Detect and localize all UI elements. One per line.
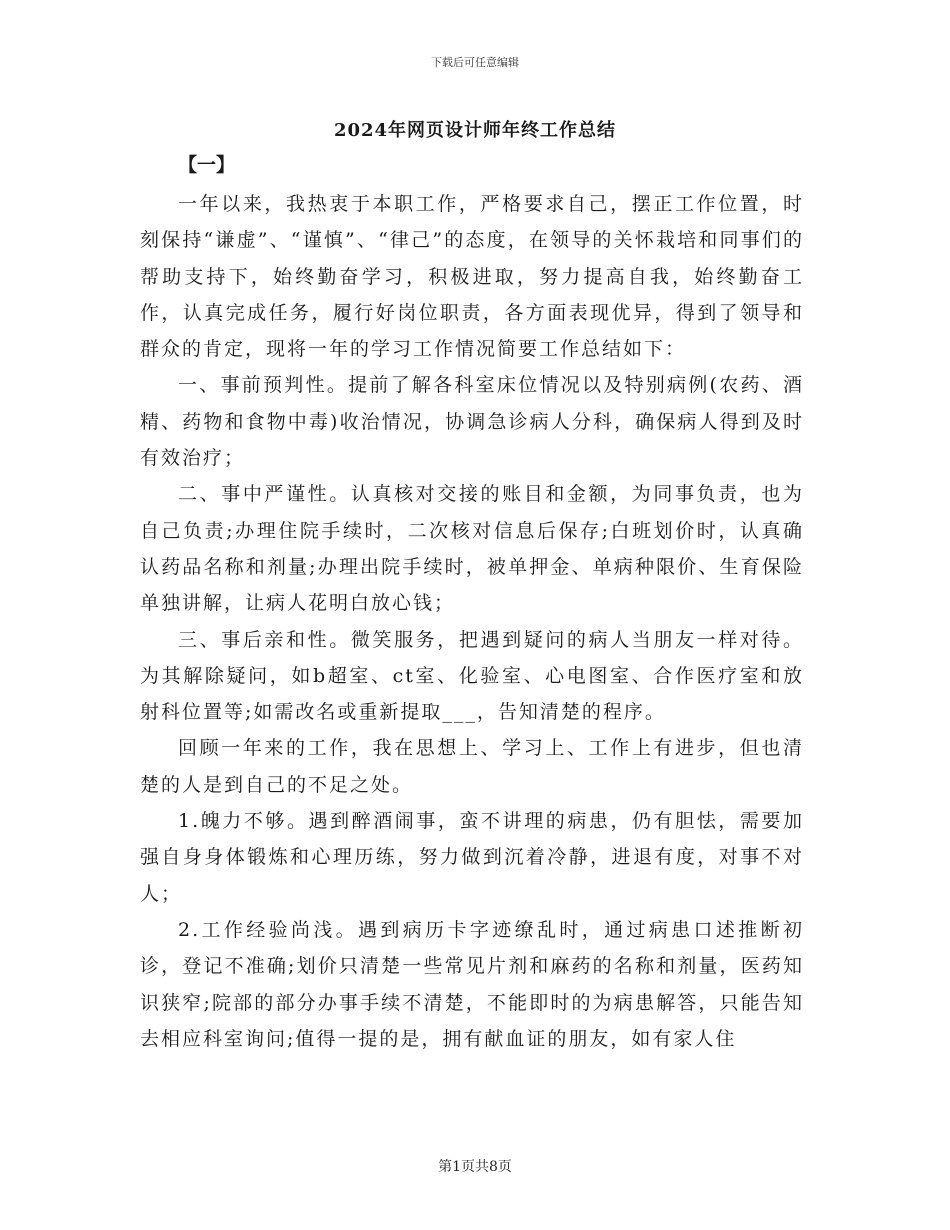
page-number: 第1页共8页 (438, 1159, 512, 1175)
paragraph-shortcoming-2: 2.工作经验尚浅。遇到病历卡字迹缭乱时，通过病患口述推断初诊，登记不准确;划价只清楚一些常见片剂和麻药的名称和剂量，医药知识狭窄;院部的部分办事手续不清楚，不能即时的为病患解答，只能告知去相应科室询问;值得一提的是，拥有献血证的朋友，如有家人住 (140, 918, 804, 1050)
section-label: 【一】 (178, 154, 236, 176)
paragraph-review: 回顾一年来的工作，我在思想上、学习上、工作上有进步，但也清楚的人是到自己的不足之处。 (140, 737, 804, 796)
paragraph-shortcoming-1: 1.魄力不够。遇到醉酒闹事，蛮不讲理的病患，仍有胆怯，需要加强自身身体锻炼和心理历练，努力做到沉着冷静，进退有度，对事不对人； (140, 810, 804, 905)
paragraph-point-1: 一、事前预判性。提前了解各科室床位情况以及特别病例(农药、酒精、药物和食物中毒)收治情况，协调急诊病人分科，确保病人得到及时有效治疗； (140, 374, 804, 470)
paragraph-point-2: 二、事中严谨性。认真核对交接的账目和金额，为同事负责，也为自己负责;办理住院手续时，二次核对信息后保存;白班划价时，认真确认药品名称和剂量;办理出院手续时，被单押金、单病种限价、生育保险单独讲解，让病人花明白放心钱； (140, 483, 804, 615)
header-note: 下载后可任意编辑 (431, 56, 519, 69)
document-body (140, 186, 804, 1057)
paragraph-intro: 一年以来，我热衷于本职工作，严格要求自己，摆正工作位置，时刻保持“谦虚”、“谨慎”、“律己”的态度，在领导的关怀栽培和同事们的帮助支持下，始终勤奋学习，积极进取，努力提高自我，始终勤奋工作，认真完成任务，履行好岗位职责，各方面表现优异，得到了领导和群众的肯定，现将一年的学习工作情况简要工作总结如下： (140, 193, 804, 361)
document-title: 2024年网页设计师年终工作总结 (333, 120, 617, 141)
paragraph-point-3: 三、事后亲和性。微笑服务，把遇到疑问的病人当朋友一样对待。为其解除疑问，如b超室、ct室、化验室、心电图室、合作医疗室和放射科位置等;如需改名或重新提取___，告知清楚的程序。 (140, 628, 804, 724)
